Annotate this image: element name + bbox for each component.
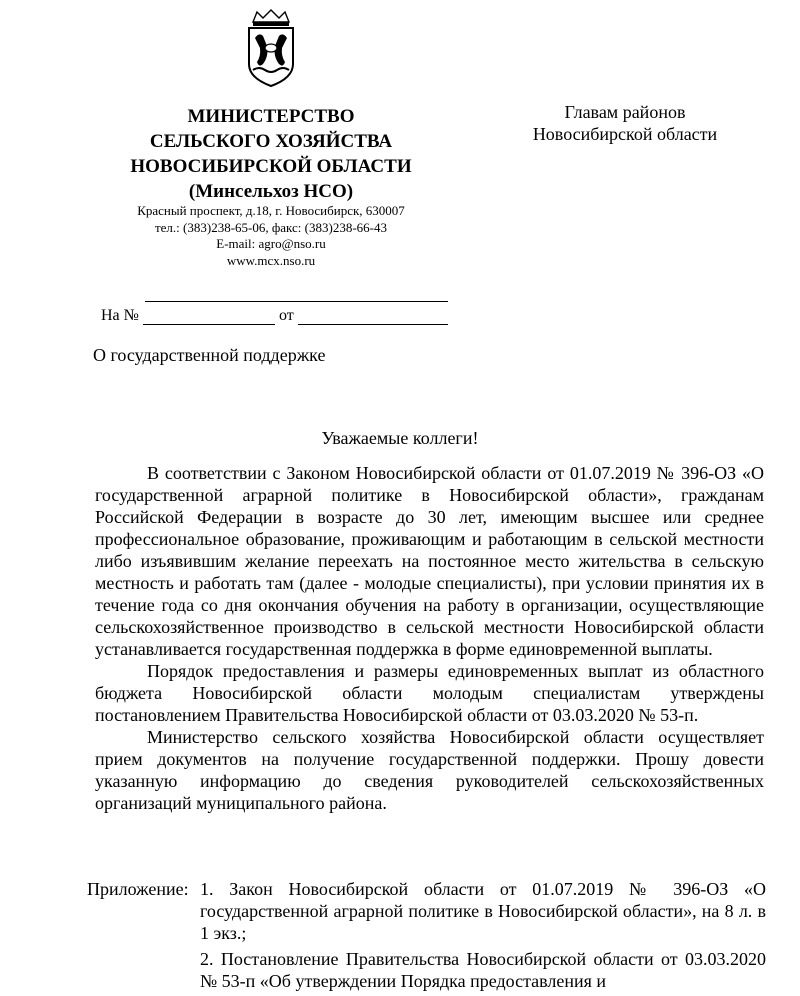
date-label: от bbox=[279, 307, 294, 324]
addressee-line: Новосибирской области bbox=[532, 124, 718, 144]
body-paragraph: В соответствии с Законом Новосибирской области от 01.07.2019 № 396-ОЗ «О государственной аграрной политике в Новосибирской области», гражданам Российской Федерации в возрасте до 30 лет, имеющим высшее или среднее профессиональное образование, проживающим и работающим в сельской местности либо изъявившим желание переехать на постоянное место жительства в сельскую местность и работать там (далее - молодые специалисты), при условии принятия их в течение года со дня окончания обучения на работу в организации, осуществляющие сельскохозяйственное производство в сельской местности Новосибирской области устанавливается государственная поддержка в форме единовременной выплаты. bbox=[95, 463, 764, 659]
org-line: (Минсельхоз НСО) bbox=[188, 181, 354, 202]
body-paragraph: Порядок предоставления и размеры единовременных выплат из областного бюджета Новосибирской области молодым специалистам утверждены постановлением Правительства Новосибирской области от 03.03.2020 № 53-п. bbox=[95, 661, 764, 725]
registration-top-line bbox=[145, 301, 448, 302]
number-label: На № bbox=[101, 307, 139, 324]
contact-address: Красный проспект, д.18, г. Новосибирск, 630007 bbox=[137, 203, 405, 218]
org-line: НОВОСИБИРСКОЙ ОБЛАСТИ bbox=[130, 156, 412, 177]
contact-phone: тел.: (383)238-65-06, факс: (383)238-66-43 bbox=[154, 219, 387, 235]
body-paragraph: Министерство сельского хозяйства Новосибирской области осуществляет прием документов на получение государственной поддержки. Прошу довести указанную информацию до сведения руководителей сельскохозяйственных организаций муниципального района. bbox=[95, 727, 764, 813]
letter-body bbox=[95, 462, 764, 814]
contact-email: E-mail: agro@nso.ru bbox=[216, 236, 326, 251]
document-subject: О государственной поддержке bbox=[93, 345, 326, 365]
number-field-line bbox=[143, 324, 275, 325]
appendix-list bbox=[200, 878, 766, 996]
organization-name bbox=[110, 104, 432, 204]
appendix-label: Приложение: bbox=[87, 879, 189, 899]
contact-website: www.mcx.nso.ru bbox=[226, 252, 316, 268]
appendix-item: 1. Закон Новосибирской области от 01.07.2019 № 396-ОЗ «О государственной аграрной политике в Новосибирской области», на 8 л. в 1 экз.; bbox=[200, 879, 766, 943]
addressee-line: Главам районов bbox=[564, 102, 686, 122]
salutation: Уважаемые коллеги! bbox=[321, 428, 479, 448]
appendix-item: 2. Постановление Правительства Новосибирской области от 03.03.2020 № 53-п «Об утверждении Порядка предоставления и bbox=[200, 949, 766, 991]
date-field-line bbox=[298, 324, 448, 325]
addressee-block bbox=[500, 101, 750, 145]
coat-of-arms-icon bbox=[245, 8, 297, 88]
org-line: МИНИСТЕРСТВО bbox=[187, 106, 355, 127]
org-line: СЕЛЬСКОГО ХОЗЯЙСТВА bbox=[149, 131, 393, 152]
organization-contacts bbox=[110, 203, 432, 269]
